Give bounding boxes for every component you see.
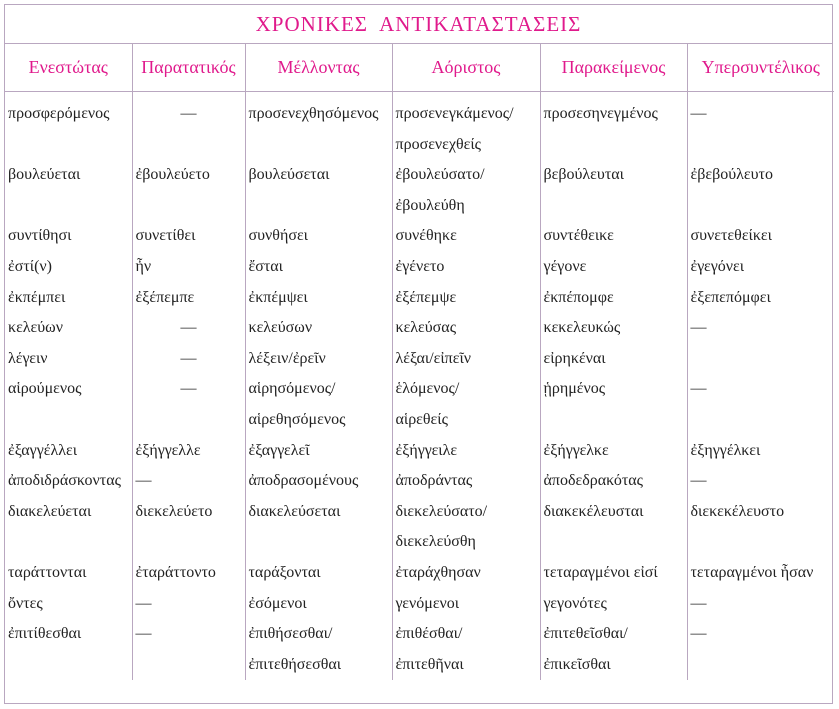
cell-perfect (540, 221, 687, 252)
cell-imperfect (132, 436, 245, 467)
cell-perfect (540, 252, 687, 283)
cell-text: συντίθησι (8, 227, 72, 245)
cell-aorist (392, 466, 540, 497)
cell-text: κελεύσας (395, 319, 457, 337)
cell-text: διεκελεύσθη (395, 533, 476, 551)
cell-future (245, 344, 392, 375)
conjugation-table-page (4, 4, 833, 704)
cell-perfect (540, 589, 687, 620)
cell-pluperfect (687, 619, 834, 680)
table-row (5, 619, 834, 680)
cell-text: αἱρεθησόμενος (248, 410, 346, 428)
cell-text: γενόμενοι (395, 594, 460, 612)
cell-pluperfect (687, 160, 834, 221)
table-row (5, 436, 834, 467)
cell-text: προσεσηνεγμένος (543, 105, 658, 122)
cell-text: ἐκπέμπει (8, 288, 66, 306)
cell-imperfect (132, 466, 245, 497)
cell-text: ἐξήγγελλε (135, 441, 201, 459)
header-future: Μέλλοντας (245, 43, 392, 92)
cell-present (5, 160, 132, 221)
cell-pluperfect (687, 283, 834, 314)
cell-aorist (392, 221, 540, 252)
table-row (5, 558, 834, 589)
cell-text: διακελεύσεται (248, 502, 341, 520)
cell-future (245, 466, 392, 497)
cell-text: διακεκέλευσται (543, 502, 644, 520)
cell-pluperfect (687, 344, 834, 375)
cell-imperfect (132, 283, 245, 314)
cell-present (5, 497, 132, 558)
cell-future (245, 160, 392, 221)
cell-text: ἐκπέμψει (248, 288, 308, 306)
table-row (5, 374, 834, 435)
cell-text: συνθήσει (248, 227, 308, 245)
cell-perfect (540, 558, 687, 589)
cell-text: — (690, 105, 707, 122)
table-row (5, 344, 834, 375)
table-row (5, 221, 834, 252)
cell-text: γέγονε (543, 257, 587, 275)
cell-text: ἐξηγγέλκει (690, 441, 761, 459)
cell-text: λέξειν/ἐρεῖν (248, 349, 326, 367)
cell-future (245, 252, 392, 283)
cell-text: διακελεύεται (8, 502, 92, 520)
cell-future (245, 374, 392, 435)
table-row (5, 313, 834, 344)
cell-text: — (135, 594, 152, 612)
cell-text: συνετίθει (135, 227, 196, 245)
cell-text: — (180, 380, 197, 398)
cell-text: ἐστί(ν) (8, 257, 52, 275)
cell-text: ἐπιθέσθαι/ (395, 625, 463, 643)
cell-present (5, 466, 132, 497)
cell-pluperfect (687, 92, 834, 161)
cell-aorist (392, 283, 540, 314)
cell-text: ἐβουλεύετο (135, 166, 210, 184)
cell-aorist (392, 619, 540, 680)
cell-text: τεταραγμένοι εἰσί (543, 563, 658, 581)
cell-future (245, 497, 392, 558)
cell-imperfect (132, 497, 245, 558)
cell-pluperfect (687, 558, 834, 589)
cell-text: προσενεγκάμενος/ (395, 105, 514, 122)
cell-aorist (392, 252, 540, 283)
cell-text: λέγειν (8, 349, 48, 367)
cell-text: προσενεχθησόμενος (248, 105, 379, 122)
cell-text: αἱρεθείς (395, 410, 448, 428)
cell-text: ἐσόμενοι (248, 594, 307, 612)
cell-text: ἀποδεδρακότας (543, 472, 643, 490)
cell-perfect (540, 313, 687, 344)
cell-perfect (540, 466, 687, 497)
cell-text: ἐξεπεπόμφει (690, 288, 771, 306)
cell-aorist (392, 92, 540, 161)
cell-present (5, 374, 132, 435)
cell-text: κελεύσων (248, 319, 313, 337)
cell-imperfect (132, 558, 245, 589)
cell-text: προσφερόμενος (8, 105, 110, 122)
cell-present (5, 589, 132, 620)
cell-future (245, 619, 392, 680)
cell-text: ἦν (135, 257, 152, 275)
cell-present (5, 252, 132, 283)
table-row (5, 252, 834, 283)
header-present: Ενεστώτας (5, 43, 132, 92)
cell-aorist (392, 589, 540, 620)
cell-text: ἐπιτεθεῖσθαι/ (543, 625, 628, 643)
cell-text: ἐπιτεθῆναι (395, 655, 464, 673)
cell-imperfect (132, 92, 245, 161)
cell-text: τεταραγμένοι ἦσαν (690, 563, 814, 581)
cell-future (245, 558, 392, 589)
cell-text: ἑλόμενος/ (395, 380, 460, 398)
header-pluperfect: Υπερσυντέλικος (687, 43, 834, 92)
cell-text: ἐξαγγελεῖ (248, 441, 310, 459)
cell-aorist (392, 313, 540, 344)
cell-text: ἐπιθήσεσθαι/ (248, 625, 333, 643)
table-row (5, 497, 834, 558)
cell-aorist (392, 436, 540, 467)
cell-text: ἐξήγγελκε (543, 441, 609, 459)
cell-text: ἀποδρασομένους (248, 472, 359, 490)
cell-present (5, 221, 132, 252)
cell-text: ἐβουλεύθη (395, 196, 465, 214)
cell-present (5, 313, 132, 344)
cell-text: ἀποδράντας (395, 472, 473, 490)
cell-imperfect (132, 160, 245, 221)
cell-pluperfect (687, 589, 834, 620)
cell-imperfect (132, 589, 245, 620)
cell-text: κεκελευκώς (543, 319, 621, 337)
cell-pluperfect (687, 374, 834, 435)
cell-text: ἐκπέπομφε (543, 288, 614, 306)
table-row (5, 589, 834, 620)
cell-imperfect (132, 344, 245, 375)
cell-perfect (540, 92, 687, 161)
cell-text: εἰρηκέναι (543, 349, 606, 367)
cell-text: ἐξήγγειλε (395, 441, 458, 459)
cell-present (5, 283, 132, 314)
cell-text: — (690, 319, 707, 337)
cell-pluperfect (687, 252, 834, 283)
cell-aorist (392, 497, 540, 558)
cell-text: ἐγένετο (395, 257, 445, 275)
cell-text: ταράττονται (8, 563, 87, 581)
cell-present (5, 619, 132, 680)
cell-text: — (690, 380, 707, 398)
cell-text: — (690, 594, 707, 612)
cell-perfect (540, 497, 687, 558)
cell-text: — (135, 472, 152, 490)
cell-text: διεκελεύσατο/ (395, 502, 488, 520)
cell-present (5, 558, 132, 589)
cell-perfect (540, 283, 687, 314)
cell-future (245, 313, 392, 344)
cell-text: γεγονότες (543, 594, 607, 612)
cell-imperfect (132, 221, 245, 252)
cell-text: — (180, 319, 197, 337)
cell-perfect (540, 344, 687, 375)
cell-text: ἐπιτεθήσεσθαι (248, 655, 342, 673)
cell-pluperfect (687, 466, 834, 497)
cell-text: διεκεκέλευστο (690, 502, 785, 520)
cell-text: ἔσται (248, 257, 283, 275)
cell-text: βεβούλευται (543, 166, 624, 184)
cell-text: διεκελεύετο (135, 502, 213, 520)
cell-text: προσενεχθείς (395, 135, 481, 153)
cell-perfect (540, 160, 687, 221)
cell-text: — (180, 105, 197, 122)
cell-text: αἱρούμενος (8, 380, 82, 398)
cell-text: — (690, 625, 707, 643)
cell-pluperfect (687, 221, 834, 252)
table-row (5, 160, 834, 221)
cell-text: ἐταράττοντο (135, 563, 216, 581)
table-title: ΧΡΟΝΙΚΕΣ ΑΝΤΙΚΑΤΑΣΤΑΣΕΙΣ (5, 5, 832, 44)
cell-perfect (540, 374, 687, 435)
cell-aorist (392, 558, 540, 589)
cell-text: αἱρησόμενος/ (248, 380, 336, 398)
table-row (5, 283, 834, 314)
cell-future (245, 436, 392, 467)
cell-text: ὄντες (8, 594, 43, 612)
cell-text: — (690, 472, 707, 490)
cell-future (245, 589, 392, 620)
cell-text: συνετεθείκει (690, 227, 772, 245)
cell-text: ἐγεγόνει (690, 257, 745, 275)
cell-aorist (392, 160, 540, 221)
cell-text: ᾑρημένος (543, 380, 606, 398)
cell-present (5, 92, 132, 161)
cell-text: ἐπικεῖσθαι (543, 655, 611, 673)
cell-text: — (180, 349, 197, 367)
header-aorist: Αόριστος (392, 43, 540, 92)
cell-text: ἐξέπεμψε (395, 288, 457, 306)
cell-future (245, 221, 392, 252)
table-row (5, 466, 834, 497)
cell-perfect (540, 436, 687, 467)
cell-text: κελεύων (8, 319, 63, 337)
cell-imperfect (132, 374, 245, 435)
table-body (5, 92, 834, 681)
cell-text: βουλεύεται (8, 166, 81, 184)
cell-text: ταράξονται (248, 563, 321, 581)
cell-pluperfect (687, 436, 834, 467)
cell-imperfect (132, 313, 245, 344)
cell-text: ἐξέπεμπε (135, 288, 195, 306)
header-perfect: Παρακείμενος (540, 43, 687, 92)
tense-table (5, 43, 834, 680)
cell-text: — (135, 625, 152, 643)
cell-future (245, 92, 392, 161)
cell-text: ἐπιτίθεσθαι (8, 625, 82, 643)
cell-pluperfect (687, 313, 834, 344)
header-row (5, 43, 834, 92)
cell-present (5, 344, 132, 375)
cell-perfect (540, 619, 687, 680)
cell-text: ἐβεβούλευτο (690, 166, 773, 184)
cell-present (5, 436, 132, 467)
cell-text: ἀποδιδράσκοντας (8, 472, 121, 490)
cell-text: συντέθεικε (543, 227, 614, 245)
cell-imperfect (132, 619, 245, 680)
table-row (5, 92, 834, 161)
cell-future (245, 283, 392, 314)
header-imperfect: Παρατατικός (132, 43, 245, 92)
cell-aorist (392, 374, 540, 435)
cell-text: λέξαι/εἰπεῖν (395, 349, 472, 367)
cell-imperfect (132, 252, 245, 283)
cell-text: βουλεύσεται (248, 166, 330, 184)
cell-aorist (392, 344, 540, 375)
cell-text: συνέθηκε (395, 227, 457, 245)
cell-pluperfect (687, 497, 834, 558)
cell-text: ἐβουλεύσατο/ (395, 166, 485, 184)
cell-text: ἐξαγγέλλει (8, 441, 78, 459)
cell-text: ἐταράχθησαν (395, 563, 481, 581)
